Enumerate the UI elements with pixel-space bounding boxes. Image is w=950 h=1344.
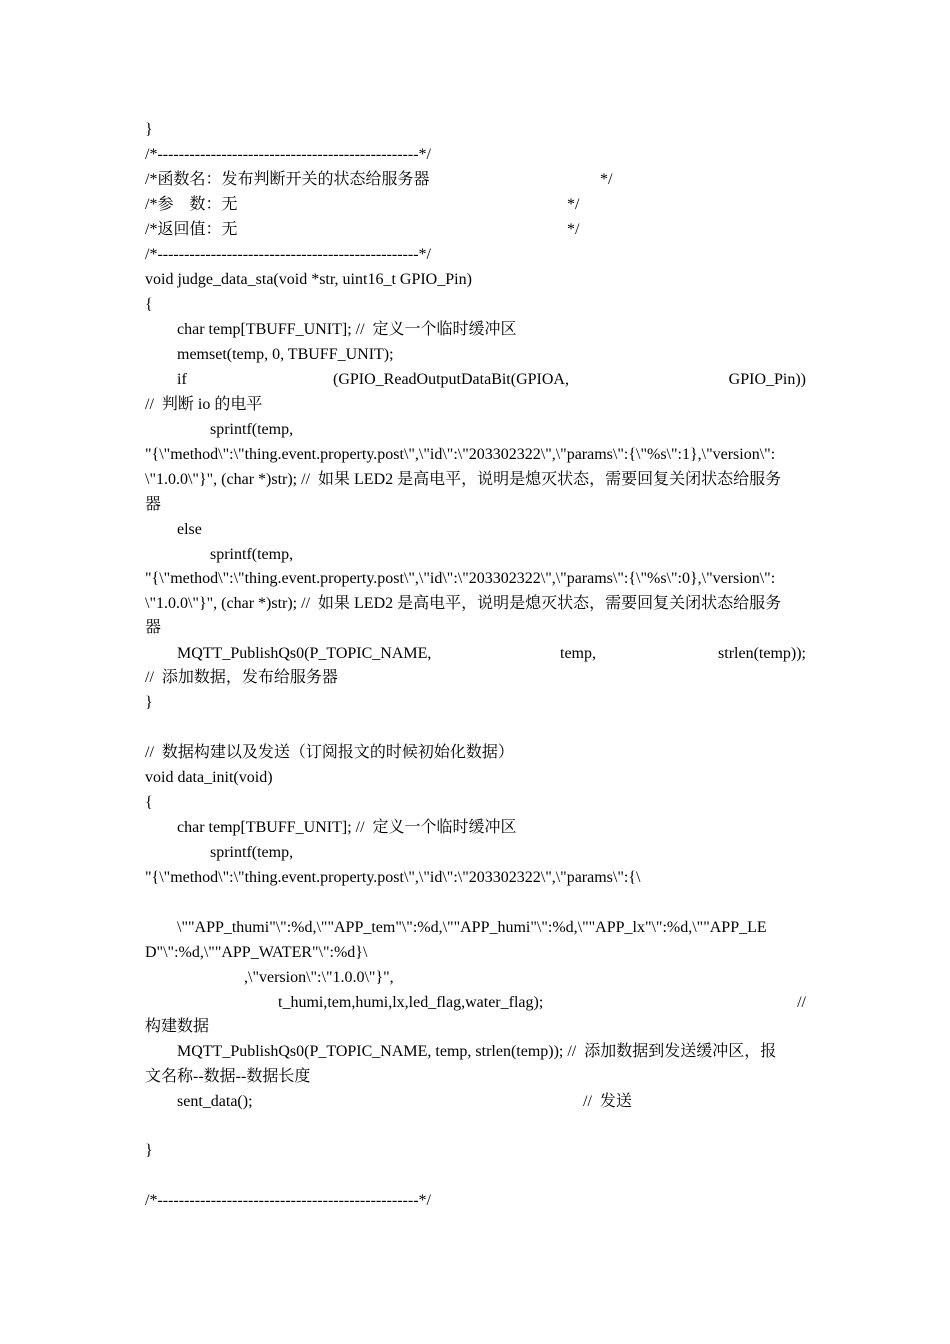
code-line: sent_data(); bbox=[177, 1093, 253, 1110]
code-line: sprintf(temp, bbox=[210, 421, 294, 438]
comment-return: /*返回值：无 bbox=[145, 221, 238, 238]
code-line: temp, bbox=[560, 645, 596, 662]
code-line: MQTT_PublishQs0(P_TOPIC_NAME, temp, strlen(temp)); // 添加数据到发送缓冲区，报 bbox=[177, 1043, 777, 1060]
code-comment: // 数据构建以及发送（订阅报文的时候初始化数据） bbox=[145, 744, 514, 761]
comment-divider: /*-------------------------------------------------*/ bbox=[145, 146, 431, 163]
code-comment: // 添加数据，发布给服务器 bbox=[145, 669, 338, 686]
code-line: GPIO_Pin)) bbox=[728, 371, 806, 388]
code-line: sprintf(temp, bbox=[210, 844, 294, 861]
code-line: MQTT_PublishQs0(P_TOPIC_NAME, bbox=[177, 645, 432, 662]
code-comment: 构建数据 bbox=[145, 1018, 210, 1035]
code-line: strlen(temp)); bbox=[718, 645, 806, 662]
comment-params: /*参 数：无 bbox=[145, 196, 238, 213]
code-line: } bbox=[145, 121, 153, 138]
code-line: ,\"version\":\"1.0.0\"}", bbox=[244, 969, 394, 986]
code-comment: // 发送 bbox=[583, 1093, 632, 1110]
function-signature: void data_init(void) bbox=[145, 769, 273, 786]
code-comment: // 判断 io 的电平 bbox=[145, 396, 263, 413]
code-line: 器 bbox=[145, 496, 162, 513]
code-line: sprintf(temp, bbox=[210, 546, 294, 563]
comment-end: */ bbox=[600, 171, 613, 188]
code-line: "{\"method\":\"thing.event.property.post\",\"id\":\"203302322\",\"params\":{\"%s\":1},\"version\": bbox=[145, 446, 776, 463]
code-line: { bbox=[145, 296, 153, 313]
comment-end: */ bbox=[567, 221, 580, 238]
code-line: } bbox=[145, 694, 153, 711]
code-line: { bbox=[145, 794, 153, 811]
code-line: \"1.0.0\"}", (char *)str); // 如果 LED2 是高电平，说明是熄灭状态，需要回复关闭状态给服务 bbox=[145, 471, 782, 488]
code-comment: 文名称--数据--数据长度 bbox=[145, 1068, 311, 1085]
code-line: char temp[TBUFF_UNIT]; // 定义一个临时缓冲区 bbox=[177, 819, 517, 836]
code-line: 器 bbox=[145, 619, 162, 636]
code-line: if bbox=[177, 371, 187, 388]
code-line: "{\"method\":\"thing.event.property.post\",\"id\":\"203302322\",\"params\":{\ bbox=[145, 869, 641, 886]
code-line: \"1.0.0\"}", (char *)str); // 如果 LED2 是高电平，说明是熄灭状态，需要回复关闭状态给服务 bbox=[145, 595, 782, 612]
code-line: \""APP_thumi"\":%d,\""APP_tem"\":%d,\""APP_humi"\":%d,\""APP_lx"\":%d,\""APP_LE bbox=[177, 919, 767, 936]
code-line: t_humi,tem,humi,lx,led_flag,water_flag); bbox=[278, 994, 544, 1011]
comment-divider: /*-------------------------------------------------*/ bbox=[145, 246, 431, 263]
code-line: "{\"method\":\"thing.event.property.post\",\"id\":\"203302322\",\"params\":{\"%s\":0},\"version\": bbox=[145, 570, 776, 587]
code-line: memset(temp, 0, TBUFF_UNIT); bbox=[177, 346, 394, 363]
code-line: else bbox=[177, 521, 202, 538]
function-signature: void judge_data_sta(void *str, uint16_t GPIO_Pin) bbox=[145, 271, 472, 288]
comment-divider: /*-------------------------------------------------*/ bbox=[145, 1192, 431, 1209]
comment-function-name: /*函数名：发布判断开关的状态给服务器 bbox=[145, 171, 430, 188]
code-line: (GPIO_ReadOutputDataBit(GPIOA, bbox=[333, 371, 569, 388]
code-comment: // bbox=[797, 994, 806, 1011]
comment-end: */ bbox=[567, 196, 580, 213]
code-line: } bbox=[145, 1142, 153, 1159]
code-line: D"\":%d,\""APP_WATER"\":%d}\ bbox=[145, 944, 368, 961]
code-line: char temp[TBUFF_UNIT]; // 定义一个临时缓冲区 bbox=[177, 321, 517, 338]
